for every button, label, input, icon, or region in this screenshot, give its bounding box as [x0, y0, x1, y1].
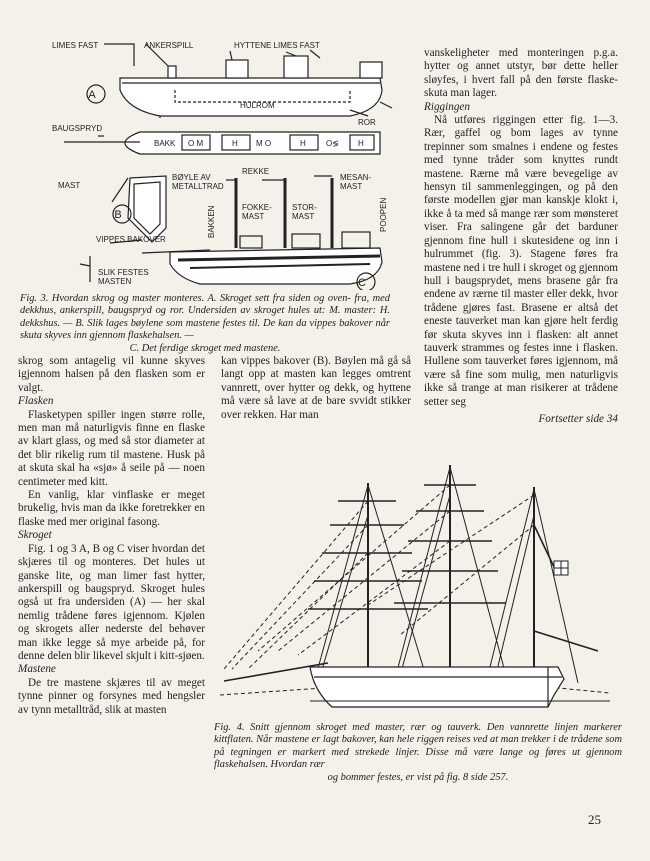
heading-skroget: Skroget	[18, 529, 52, 542]
label-stor-1: STOR-	[292, 203, 317, 212]
heading-flasken: Flasken	[18, 395, 54, 408]
fig4-caption-last-line: og bommer festes, er vist på fig. 8 side 257.	[327, 771, 509, 783]
paragraph: vanskeligheter med monteringen p.g.a. hytter og annet utstyr, bør dette heller sløyfes, i hvert fall på den første flaske-skuta man lager.	[424, 47, 618, 100]
paragraph: kan vippes bakover (B). Bøylen må gå så langt opp at masten kan legges omtrent vannrett, over hytter og dekk, og hyttene må være så lave at de bare svvidt stikker over rekken. Har man	[221, 355, 411, 421]
label-stor-2: MAST	[292, 212, 315, 221]
column-1	[18, 355, 205, 717]
label-bakk: BAKK	[154, 139, 176, 148]
label-vippes: VIPPES BAKOVER	[96, 235, 166, 244]
page-number: 25	[588, 812, 601, 827]
fig4-caption-line: linjen markerer kittflaten. Når mastene er lagt bakover, kan hele riggen reises	[214, 722, 622, 746]
label-mesan-2: MAST	[340, 182, 363, 191]
label-c: C	[358, 277, 366, 289]
cabin-1	[226, 60, 248, 78]
fig4-caption-line: Fig. 4. Snitt gjennom skroget med master, rær og tauverk. Den vannrette	[214, 722, 549, 733]
label-om: O M	[188, 139, 204, 148]
column-3	[424, 47, 618, 426]
label-h1: H	[232, 139, 238, 148]
label-limes-fast: LIMES FAST	[52, 41, 99, 50]
fig4-caption	[214, 722, 622, 784]
label-hulrom: HULROM	[240, 101, 275, 110]
label-bakken: BAKKEN	[207, 205, 216, 238]
paragraph: skrog som antagelig vil kunne skyves igjennom halsen på den flasken som er valgt.	[18, 355, 205, 394]
paragraph: En vanlig, klar vinflaske er meget brukelig, hvis man da ikke foretrekker en flaske med mer original fasong.	[18, 489, 205, 528]
hull-side-view	[120, 78, 382, 116]
heading-mastene: Mastene	[18, 663, 56, 676]
label-boyle-2: METALLTRAD	[172, 182, 224, 191]
figure-3-drawing	[50, 28, 395, 290]
cabin-3	[360, 62, 382, 78]
fig3-caption-line: ut: M. master: H. dekkshus. — B. Slik lages bøylene som mastene festes til.	[20, 305, 390, 329]
ankerspill-shape	[168, 66, 176, 78]
paragraph: Fig. 1 og 3 A, B og C viser hvordan det skjæres til og monteres. Det hules ut ganske lite, og man limer fast hytter, ankerspill og baugspryd. Skroget hules også ut fra undersiden (A) — her skal nemlig trådene føres igjennom. Kjølen og skrogets aller nederste del behøver man ikke legge så mye arbeide på, for denne delen blir likevel skjult i kitt-sjøen.	[18, 542, 205, 662]
label-slik-2: MASTEN	[98, 277, 132, 286]
label-mast: MAST	[58, 181, 81, 190]
label-rekke: REKKE	[242, 167, 270, 176]
label-boyle-1: BØYLE AV	[172, 173, 211, 182]
continued-note: Fortsetter side 34	[538, 412, 618, 425]
label-ror: ROR	[358, 118, 376, 127]
label-mo: M O	[256, 139, 272, 148]
label-a: A	[88, 89, 96, 101]
label-baugspryd: BAUGSPRYD	[52, 124, 103, 133]
label-ankerspill: ANKERSPILL	[144, 41, 194, 50]
label-hyttene: HYTTENE LIMES FAST	[234, 41, 320, 50]
paragraph: De tre mastene skjæres til av meget tynne pinner og forsynes med hengsler av tynn metalltråd, slik at masten	[18, 676, 205, 716]
label-os: O≶	[326, 139, 339, 148]
label-h3: H	[358, 139, 364, 148]
label-mesan-1: MESAN-	[340, 173, 372, 182]
label-h2: H	[300, 139, 306, 148]
label-fokke-2: MAST	[242, 212, 265, 221]
paragraph: Nå utføres riggingen etter fig. 1—3. Rær, gaffel og bom lages av tynne trepinner som smalnes i endene og festes med tynne tråder som knyttes rundt mastene. Rærne må være bevegelige av hensyn til sammenleggingen, og på den første modellen gjør man kanskje klokt i, ikke å ta med så mange rær som mønsteret viser. Fra salingene går det barduner gjennom fine hull i skutesidene og inn i hulrummet (fig. 3). Stagene føres fra mastene ned i tre hull i skroget og gjennom hull i baugsprydet, mens brasene går fra endene av rærne til master eller dekk, hvor trådene gjøres fast. Brasene er altså det eneste tauverket man kan gjøre helt ferdig før skuta skyves inn i flasken: alt annet tauverk strammes og festes inne i flasken. Hullene som tauverket føres igjennom, må være så fine som mulig, men naturligvis ikke så trange at man risikerer at trådene setter seg	[424, 114, 618, 408]
fig4-caption-line: linjer. Disse må være lange og føres ut gjennom flaskehalsen. Hvordan rær	[214, 746, 623, 771]
fig3-caption-line: Fig. 3. Hvordan skrog og master monteres. A. Skroget sett fra siden og oven-	[20, 293, 351, 304]
fig3-caption-last-line: C. Det ferdige skroget med mastene.	[129, 342, 281, 354]
fig3-caption-line: De kan da vippes bakover når skuta skyves inn gjennom flaskehalsen. —	[20, 317, 390, 342]
label-b: B	[114, 209, 122, 221]
fig4-caption-line: ved at man trekker i de trådene som på tegningen er markert med strekede	[214, 734, 622, 758]
cabin-2	[284, 56, 308, 78]
fig3-caption	[20, 293, 390, 355]
column-2	[221, 355, 411, 422]
fig3-caption-line: fra, med dekkhus, ankerspill, baugspryd og ror. Undersiden av skroget hules	[20, 293, 390, 317]
label-poopen: POOPEN	[379, 197, 388, 232]
heading-riggingen: Riggingen	[424, 100, 470, 113]
paragraph: Flasketypen spiller ingen større rolle, men man må naturligvis finne en flaske av klart glass, og med så stor diameter at det blir rikelig rum til mastene. Husk på at skuta skal ha «sjø» å seile på — noen centimeter med kitt.	[18, 408, 205, 488]
label-slik-1: SLIK FESTES	[98, 268, 149, 277]
figure-4-drawing	[218, 455, 620, 717]
label-fokke-1: FOKKE-	[242, 203, 272, 212]
